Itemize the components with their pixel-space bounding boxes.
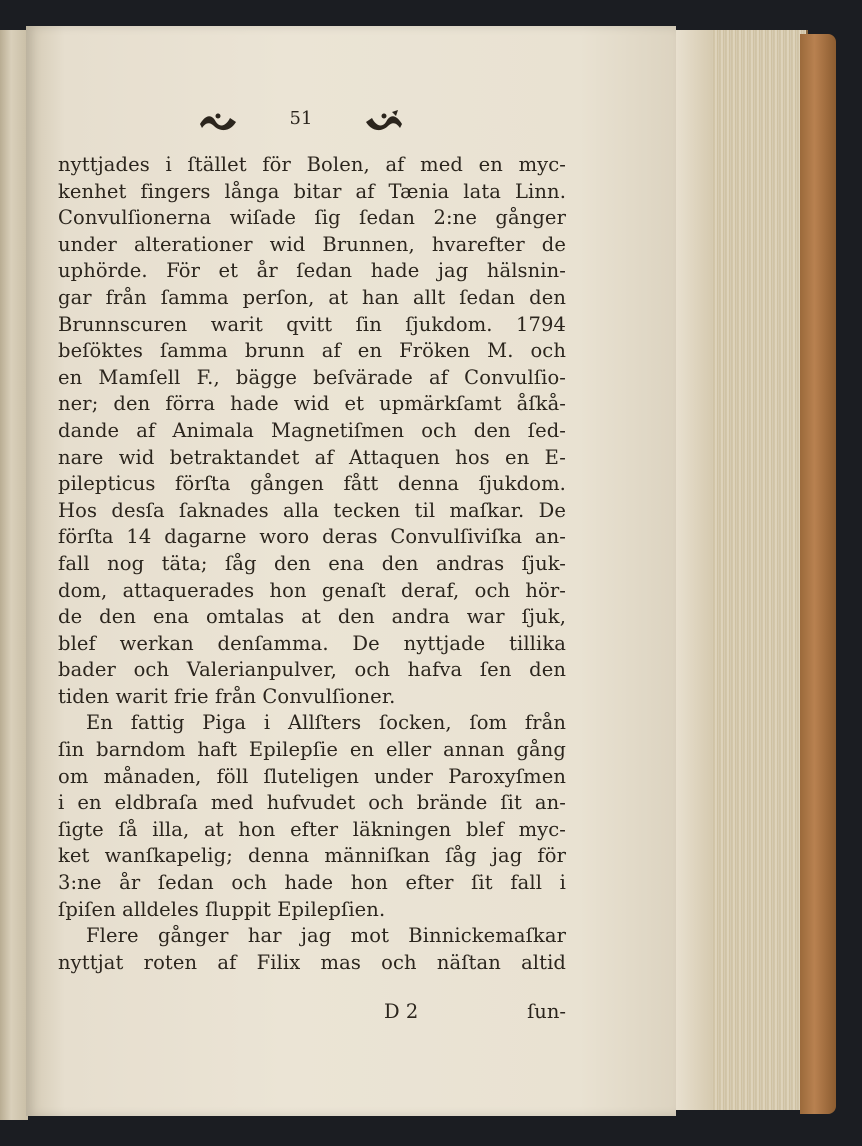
signature-mark: D 2 <box>384 1000 419 1023</box>
text-line: Convulſionerna wiſade ſig ſedan 2:ne gånger <box>58 206 566 230</box>
text-line: blef werkan denſamma. De nyttjade tillika <box>58 631 566 655</box>
text-line: om månaden, föll ſluteligen under Paroxyſmen <box>58 764 566 788</box>
text-line: dande af Animala Magnetiſmen och den ſed- <box>58 418 566 442</box>
text-line: ſpiſen alldeles ſluppit Epilepſien. <box>58 897 386 921</box>
catchword: ſun- <box>527 1000 566 1023</box>
page-stack-edges <box>676 30 808 1110</box>
right-ornament-icon <box>362 108 406 134</box>
left-ornament-icon <box>196 108 240 134</box>
text-line: dom, attaquerades hon genaſt deraf, och hör- <box>58 578 566 602</box>
text-line: beſöktes ſamma brunn af en Fröken M. och <box>58 339 566 363</box>
body-text <box>58 152 566 976</box>
text-line: ner; den förra hade wid et upmärkſamt åſkå- <box>58 392 566 416</box>
text-line: nare wid betraktandet af Attaquen hos en E- <box>58 445 566 469</box>
text-line: Flere gånger har jag mot Binnickemaſkar <box>86 924 566 948</box>
text-line: kenhet fingers långa bitar af Tænia lata Linn. <box>58 179 566 203</box>
text-line: gar från ſamma perſon, at han allt ſedan den <box>58 285 566 309</box>
text-line: ket wanſkapelig; denna männiſkan ſåg jag för <box>58 844 566 868</box>
text-line: bader och Valerianpulver, och hafva ſen den <box>58 658 566 682</box>
text-line: förſta 14 dagarne woro deras Convulſiviſka an- <box>58 525 566 549</box>
text-line: Hos desſa ſaknades alla tecken til maſkar. De <box>58 498 566 522</box>
text-line: uphörde. För et år ſedan hade jag hälsnin- <box>58 259 566 283</box>
text-line: Brunnscuren warit qvitt ſin ſjukdom. 1794 <box>58 312 566 336</box>
text-line: de den ena omtalas at den andra war ſjuk, <box>58 605 566 629</box>
text-line: fall nog täta; ſåg den ena den andras ſjuk- <box>58 551 566 575</box>
leather-cover-edge <box>800 34 836 1114</box>
text-line: en Mamſell F., bägge beſvärade af Convulſio- <box>58 365 566 389</box>
left-page-edge <box>0 30 28 1120</box>
text-line: tiden warit frie från Convulſioner. <box>58 684 396 708</box>
text-line: 3:ne år ſedan och hade hon efter ſit fall i <box>58 871 566 895</box>
text-line: i en eldbraſa med hufvudet och brände ſit an- <box>58 791 566 815</box>
page-number: 51 <box>289 108 313 129</box>
text-line: nyttjat roten af Filix mas och näſtan altid <box>58 950 566 974</box>
text-line: under alterationer wid Brunnen, hvarefter de <box>58 232 566 256</box>
text-line: ſigte ſå illa, at hon efter läkningen blef myc- <box>58 817 566 841</box>
text-line: pilepticus förſta gången fått denna ſjukdom. <box>58 472 566 496</box>
page-header <box>196 108 406 148</box>
text-line: ſin barndom haft Epilepſie en eller annan gång <box>58 738 566 762</box>
text-line: En fattig Piga i Allſters ſocken, ſom från <box>86 711 566 735</box>
page-footer <box>58 1000 566 1028</box>
text-line: nyttjades i ſtället för Bolen, af med en myc- <box>58 153 566 176</box>
